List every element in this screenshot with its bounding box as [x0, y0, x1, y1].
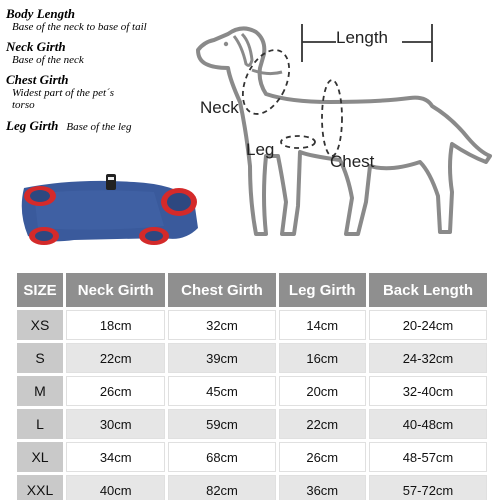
chest-label: Chest — [330, 152, 375, 171]
header-size: SIZE — [17, 273, 63, 307]
table-cell: 22cm — [279, 409, 366, 439]
table-cell: 82cm — [168, 475, 275, 500]
table-cell: 22cm — [66, 343, 165, 373]
dog-measurement-diagram — [190, 6, 496, 246]
table-cell: 20-24cm — [369, 310, 487, 340]
size-cell: L — [17, 409, 63, 439]
table-row — [17, 409, 487, 439]
table-row — [17, 343, 487, 373]
definition-term: Body Length — [6, 6, 75, 21]
table-row — [17, 310, 487, 340]
table-row — [17, 376, 487, 406]
table-cell: 40-48cm — [369, 409, 487, 439]
table-cell: 30cm — [66, 409, 165, 439]
table-cell: 36cm — [279, 475, 366, 500]
table-cell: 40cm — [66, 475, 165, 500]
table-cell: 26cm — [279, 442, 366, 472]
table-header-row — [17, 273, 487, 307]
table-cell: 32cm — [168, 310, 275, 340]
table-cell: 68cm — [168, 442, 275, 472]
table-cell: 39cm — [168, 343, 275, 373]
size-cell: XL — [17, 442, 63, 472]
table-cell: 59cm — [168, 409, 275, 439]
table-cell: 16cm — [279, 343, 366, 373]
definition-body-length — [6, 6, 206, 33]
size-chart-table — [14, 270, 490, 500]
definition-description: Base of the neck — [12, 54, 84, 66]
size-cell: XS — [17, 310, 63, 340]
table-cell: 45cm — [168, 376, 275, 406]
table-cell: 20cm — [279, 376, 366, 406]
recovery-suit-image — [14, 170, 204, 260]
table-row — [17, 442, 487, 472]
table-row — [17, 475, 487, 500]
header-back-length: Back Length — [369, 273, 487, 307]
table-cell: 34cm — [66, 442, 165, 472]
table-cell: 14cm — [279, 310, 366, 340]
leg-girth-marker — [281, 136, 315, 148]
definition-description: Base of the leg — [66, 121, 132, 133]
neck-label: Neck — [200, 98, 239, 117]
definition-term: Chest Girth — [6, 72, 69, 87]
definition-description: Base of the neck to base of tail — [12, 21, 147, 33]
measurement-definitions — [6, 6, 206, 141]
leg-label: Leg — [246, 140, 275, 159]
size-cell: M — [17, 376, 63, 406]
header-neck-girth: Neck Girth — [66, 273, 165, 307]
length-label: Length — [336, 28, 388, 47]
definition-chest-girth — [6, 72, 206, 111]
chest-girth-marker — [322, 80, 342, 156]
table-cell: 18cm — [66, 310, 165, 340]
table-cell: 24-32cm — [369, 343, 487, 373]
header-chest-girth: Chest Girth — [168, 273, 275, 307]
dog-outline — [198, 28, 490, 234]
size-cell: XXL — [17, 475, 63, 500]
table-cell: 32-40cm — [369, 376, 487, 406]
definition-leg-girth — [6, 117, 206, 135]
header-leg-girth: Leg Girth — [279, 273, 366, 307]
table-cell: 57-72cm — [369, 475, 487, 500]
definition-neck-girth — [6, 39, 206, 66]
definition-description: Widest part of the pet´s torso — [12, 87, 115, 111]
table-cell: 26cm — [66, 376, 165, 406]
definition-term: Neck Girth — [6, 39, 66, 54]
size-cell: S — [17, 343, 63, 373]
definition-term: Leg Girth — [6, 118, 59, 133]
table-cell: 48-57cm — [369, 442, 487, 472]
